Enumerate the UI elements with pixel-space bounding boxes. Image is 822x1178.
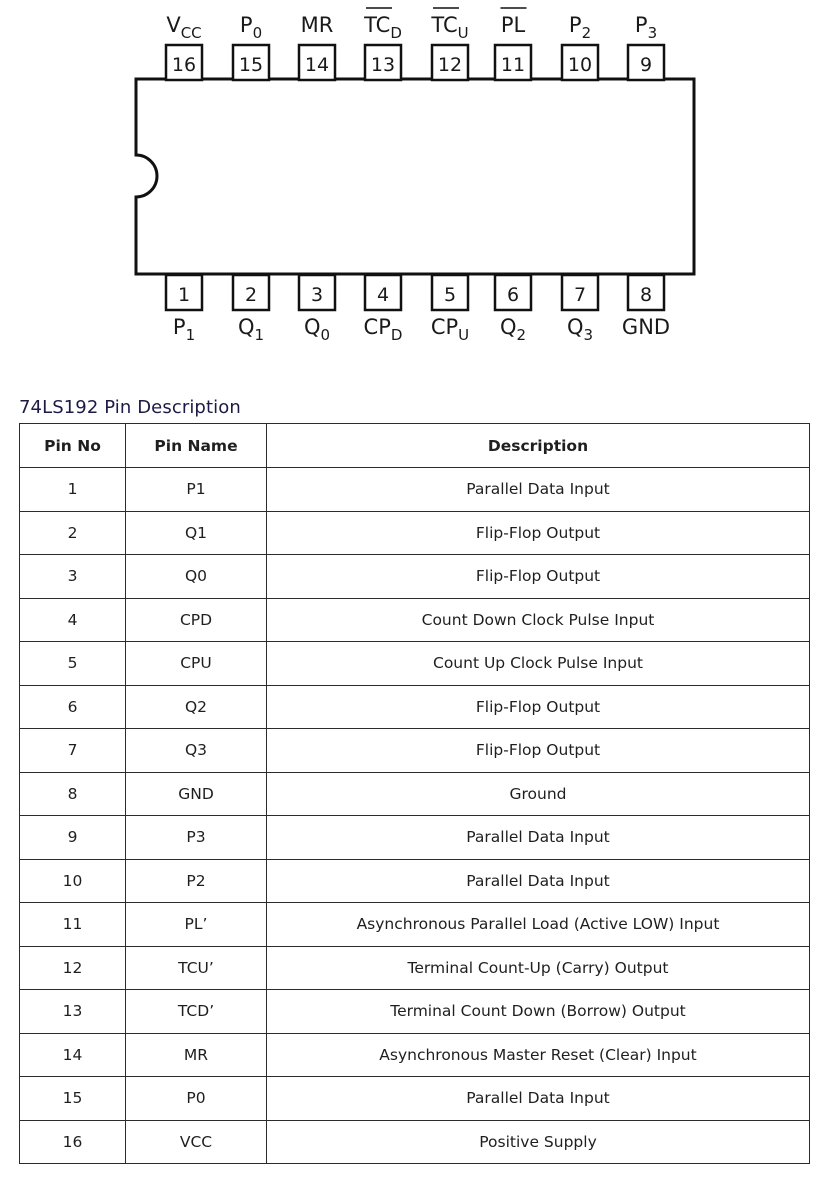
cell-pin-no: 11: [20, 903, 126, 947]
cell-pin-name: Q2: [126, 685, 267, 729]
cell-pin-name: MR: [126, 1033, 267, 1077]
section-title: 74LS192 Pin Description: [19, 397, 241, 418]
cell-pin-name: Q3: [126, 729, 267, 773]
table-row: [20, 990, 810, 1034]
cell-description: Positive Supply: [267, 1120, 810, 1164]
pin-number: 16: [171, 54, 197, 76]
pin-label-base: Q: [237, 315, 255, 339]
pin-5: [431, 275, 469, 344]
pin-label-subscript: CC: [180, 24, 202, 42]
pin-number: 1: [177, 284, 191, 306]
pin-number: 14: [304, 54, 330, 76]
table-row: [20, 729, 810, 773]
pin-label-subscript: 3: [647, 24, 658, 42]
pin-15: [233, 13, 269, 80]
pin-label: [364, 315, 403, 344]
table-row: [20, 685, 810, 729]
pin-label: [569, 13, 591, 42]
table-header-row: [20, 424, 810, 468]
pin-label: [301, 13, 334, 37]
pin-number: 2: [244, 284, 258, 306]
bottom-pin-row: [166, 275, 670, 344]
cell-description: Parallel Data Input: [267, 1077, 810, 1121]
table-row: [20, 1033, 810, 1077]
cell-pin-no: 1: [20, 468, 126, 512]
pin-label-base: P: [172, 315, 186, 339]
cell-pin-no: 12: [20, 946, 126, 990]
pin-label-base: Q: [566, 315, 584, 339]
pin-label-base: MR: [300, 13, 334, 37]
pin-label-base: P: [239, 13, 253, 37]
pin-16: [166, 13, 202, 80]
cell-pin-no: 4: [20, 598, 126, 642]
pin-number: 11: [500, 54, 526, 76]
pin-label-subscript: U: [457, 24, 469, 42]
cell-description: Terminal Count-Up (Carry) Output: [267, 946, 810, 990]
pin-label: [173, 315, 195, 344]
cell-pin-no: 16: [20, 1120, 126, 1164]
cell-pin-name: CPD: [126, 598, 267, 642]
pin-label-base: PL: [500, 13, 526, 37]
header-description: Description: [267, 424, 810, 468]
pin-label-subscript: D: [390, 24, 402, 42]
cell-description: Flip-Flop Output: [267, 555, 810, 599]
pin-label: [622, 315, 670, 339]
pin-label: [166, 13, 201, 42]
cell-pin-no: 14: [20, 1033, 126, 1077]
cell-pin-no: 6: [20, 685, 126, 729]
cell-pin-no: 15: [20, 1077, 126, 1121]
cell-pin-no: 10: [20, 859, 126, 903]
cell-description: Ground: [267, 772, 810, 816]
pin-label: [501, 13, 526, 37]
pin-label: [238, 315, 264, 344]
pin-label-base: TC: [431, 13, 458, 37]
pin-label: [240, 13, 262, 42]
pin-description-table: [19, 423, 810, 1164]
pin-label-subscript: 0: [252, 24, 263, 42]
pin-3: [299, 275, 335, 344]
cell-pin-name: VCC: [126, 1120, 267, 1164]
table-row: [20, 859, 810, 903]
cell-pin-no: 9: [20, 816, 126, 860]
cell-description: Count Up Clock Pulse Input: [267, 642, 810, 686]
pin-label-base: P: [634, 13, 648, 37]
pin-label: [500, 315, 526, 344]
pin-label: [635, 13, 657, 42]
pin-number: 7: [573, 284, 587, 306]
cell-description: Parallel Data Input: [267, 468, 810, 512]
cell-pin-name: CPU: [126, 642, 267, 686]
pin-6: [495, 275, 531, 344]
pin-13: [363, 8, 402, 80]
pin-label-base: Q: [499, 315, 517, 339]
table-row: [20, 468, 810, 512]
pin-number: 10: [567, 54, 593, 76]
table-row: [20, 772, 810, 816]
pin-label: [363, 13, 402, 42]
cell-pin-name: GND: [126, 772, 267, 816]
pin-label-subscript: 2: [516, 326, 527, 344]
pin-number: 12: [437, 54, 463, 76]
pin-8: [622, 275, 670, 339]
cell-pin-name: P2: [126, 859, 267, 903]
pin-label-subscript: D: [390, 326, 403, 344]
table-row: [20, 816, 810, 860]
pin-label-base: V: [166, 13, 181, 37]
cell-pin-name: P3: [126, 816, 267, 860]
pin-10: [562, 13, 598, 80]
cell-pin-no: 13: [20, 990, 126, 1034]
top-pin-row: [166, 8, 664, 80]
cell-description: Parallel Data Input: [267, 859, 810, 903]
pin-label-subscript: 2: [581, 24, 592, 42]
header-pin-no: Pin No: [20, 424, 126, 468]
pin-number: 5: [443, 284, 457, 306]
pin-1: [166, 275, 202, 344]
cell-description: Flip-Flop Output: [267, 685, 810, 729]
cell-pin-name: PL’: [126, 903, 267, 947]
cell-description: Asynchronous Master Reset (Clear) Input: [267, 1033, 810, 1077]
pin-label-base: TC: [364, 13, 391, 37]
pin-label-base: CP: [430, 315, 459, 339]
pin-label-base: P: [568, 13, 582, 37]
pin-number: 4: [376, 284, 390, 306]
cell-description: Asynchronous Parallel Load (Active LOW) Input: [267, 903, 810, 947]
table-row: [20, 1120, 810, 1164]
table-row: [20, 642, 810, 686]
cell-pin-name: Q1: [126, 511, 267, 555]
pin-number: 8: [639, 284, 653, 306]
pin-label-subscript: 3: [583, 326, 594, 344]
pin-label: [430, 13, 468, 42]
pin-label: [304, 315, 330, 344]
cell-pin-name: TCD’: [126, 990, 267, 1034]
pin-label-subscript: U: [458, 326, 470, 344]
pin-12: [430, 8, 468, 80]
cell-pin-name: TCU’: [126, 946, 267, 990]
pin-number: 9: [639, 54, 653, 76]
cell-pin-no: 3: [20, 555, 126, 599]
table-row: [20, 903, 810, 947]
pin-number: 13: [370, 54, 396, 76]
cell-description: Parallel Data Input: [267, 816, 810, 860]
table-row: [20, 555, 810, 599]
pin-label: [431, 315, 469, 344]
chip-body: [136, 79, 694, 274]
pin-label-subscript: 1: [185, 326, 196, 344]
pin-11: [495, 8, 531, 80]
pin-number: 6: [506, 284, 520, 306]
pin-label-subscript: 1: [254, 326, 265, 344]
pin-number: 3: [310, 284, 324, 306]
header-pin-name: Pin Name: [126, 424, 267, 468]
table-row: [20, 946, 810, 990]
pin-2: [233, 275, 269, 344]
table-row: [20, 511, 810, 555]
pin-label: [567, 315, 593, 344]
pin-label-subscript: 0: [320, 326, 331, 344]
cell-description: Flip-Flop Output: [267, 511, 810, 555]
cell-pin-no: 2: [20, 511, 126, 555]
cell-pin-name: P0: [126, 1077, 267, 1121]
pin-4: [364, 275, 403, 344]
cell-pin-name: P1: [126, 468, 267, 512]
pin-label-base: CP: [363, 315, 391, 339]
cell-pin-no: 5: [20, 642, 126, 686]
cell-description: Count Down Clock Pulse Input: [267, 598, 810, 642]
cell-pin-no: 7: [20, 729, 126, 773]
cell-description: Terminal Count Down (Borrow) Output: [267, 990, 810, 1034]
pin-number: 15: [238, 54, 264, 76]
pin-14: [299, 13, 335, 80]
pin-label-base: Q: [303, 315, 321, 339]
cell-pin-name: Q0: [126, 555, 267, 599]
pin-7: [562, 275, 598, 344]
table-row: [20, 1077, 810, 1121]
pin-9: [628, 13, 664, 80]
ic-pinout-diagram: [0, 0, 822, 390]
pin-label-base: GND: [621, 315, 671, 339]
table-row: [20, 598, 810, 642]
cell-description: Flip-Flop Output: [267, 729, 810, 773]
cell-pin-no: 8: [20, 772, 126, 816]
